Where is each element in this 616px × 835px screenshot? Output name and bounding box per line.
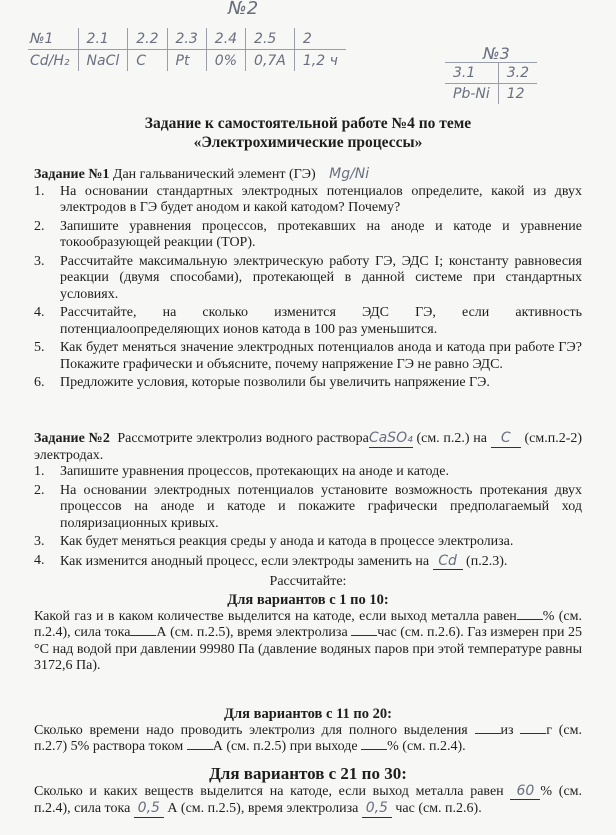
title-line-2: «Электрохимические процессы» — [193, 134, 423, 151]
handwritten-n3-label: №3 — [483, 44, 510, 63]
variants-11-20-section — [34, 706, 582, 756]
blank-field — [130, 635, 156, 636]
variants-1-10-heading: Для вариантов с 1 по 10: — [227, 592, 389, 608]
table-cell: 2.1 — [78, 28, 128, 50]
table-cell: 3.1 — [445, 63, 498, 84]
task-2-intro-b: (см. п.2.) на — [416, 431, 487, 446]
table-cell: 0,7A — [246, 50, 295, 72]
list-item — [34, 254, 582, 304]
blank-field — [351, 635, 377, 636]
list-item — [34, 340, 582, 373]
list-item — [34, 184, 582, 217]
item-number: 3. — [34, 253, 45, 269]
variants-11-20-heading: Для вариантов с 11 по 20: — [224, 706, 392, 722]
table-cell: 2.5 — [246, 28, 295, 50]
table-cell: 3.2 — [498, 63, 537, 84]
blank-field — [475, 733, 501, 734]
item-number: 1. — [34, 183, 45, 199]
text-part: А (см. п.2.5) при выходе — [212, 739, 358, 754]
list-item — [34, 534, 582, 551]
item-text: Как изменится анодный процесс, если электроды заменить на — [60, 553, 430, 569]
text-part: % (см. п.2.4), сила тока — [34, 608, 582, 640]
electrode-fill: C — [491, 430, 521, 448]
blank-field — [187, 749, 213, 750]
text-part: А (см. п.2.5), время электролиза — [156, 625, 348, 640]
handwritten-n3-table — [445, 62, 537, 104]
handwritten-variant-table — [28, 28, 346, 71]
item-text: Запишите уравнения процессов, протекающих на аноде и катоде. — [60, 464, 449, 479]
item-number: 2. — [34, 482, 45, 498]
text-part: из — [500, 722, 514, 738]
item-text: Рассчитайте максимальную электрическую работу ГЭ, ЭДС I; константу равновесия реакции (двумя способами), протекающей в данной системе при стандартных условиях. — [60, 253, 582, 302]
item-number: 1. — [34, 464, 45, 479]
text-part: час (см. п.2.6). Газ измерен при 25 °С над водой при давлении 99980 Па (давление водяных паров при этой температуре равны 3172,6 Па). — [34, 625, 583, 673]
list-item — [34, 553, 582, 571]
blank-field — [361, 749, 387, 750]
task-1-heading-line — [34, 166, 582, 184]
item-number: 5. — [34, 340, 45, 355]
task-2-intro: Рассмотрите электролиз водного раствора — [117, 431, 369, 446]
table-cell: 2 — [294, 28, 346, 50]
table-cell: C — [128, 50, 167, 72]
table-row — [28, 28, 346, 50]
table-cell: Pt — [167, 50, 206, 72]
table-cell: 12 — [498, 84, 537, 105]
current-fill: 0,5 — [134, 800, 164, 818]
variants-1-10-text — [34, 609, 582, 675]
table-cell: 0% — [206, 50, 245, 72]
list-item — [34, 305, 582, 338]
task-1-section — [34, 166, 582, 394]
calc-heading: Рассчитайте: — [269, 574, 347, 589]
text-part: А (см. п.2.5), время электролиза — [167, 801, 359, 816]
text-part: % (см. п.2.4), сила тока — [34, 783, 583, 816]
variants-21-30-text — [34, 783, 582, 818]
list-item — [34, 375, 582, 392]
table-cell: 2.3 — [167, 28, 206, 50]
task-2-heading: Задание №2 — [34, 431, 110, 446]
text-part: % (см. п.2.4). — [387, 739, 466, 754]
variants-21-30-section — [34, 766, 582, 818]
text-part: Сколько и каких веществ выделится на катоде, если выход металла равен — [34, 783, 504, 799]
item-text: На основании стандартных электродных потенциалов определите, какой из двух электродов в ГЭ будет анодом и какой катодом? Почему? — [60, 183, 582, 215]
time-fill: 0,5 — [362, 800, 392, 818]
table-cell: №1 — [28, 28, 78, 50]
solution-fill: CaSO₄ — [368, 430, 413, 446]
task-2-heading-line — [34, 430, 582, 464]
blank-field — [520, 733, 546, 734]
item-number: 6. — [34, 375, 45, 390]
item-text-end: (п.2.3). — [466, 553, 508, 569]
item-text: Предложите условия, которые позволили бы увеличить напряжение ГЭ. — [60, 375, 490, 390]
task-2-section — [34, 430, 582, 572]
item-text: Запишите уравнения процессов, протекавших на аноде и катоде и уравнение токообразующей реакции (ТОР). — [60, 218, 582, 250]
text-part: Какой газ и в каком количестве выделится на катоде, если выход металла равен — [34, 608, 517, 624]
variants-21-30-heading: Для вариантов с 21 по 30: — [209, 764, 407, 783]
item-text: На основании электродных потенциалов установите возможность протекания двух процессов на аноде и катоде и покажите графически предполагаемый ход поляризационных кривых. — [60, 482, 582, 531]
task-1-intro: Дан гальванический элемент (ГЭ) — [112, 167, 316, 182]
item-number: 3. — [34, 534, 45, 549]
text-part: час (см. п.2.6). — [395, 801, 482, 816]
handwritten-n2-label: №2 — [228, 0, 259, 19]
variants-11-20-text — [34, 723, 582, 756]
item-text: Рассчитайте, на сколько изменится ЭДС ГЭ, если активность потенциалоопределяющих ионов катода в 100 раз уменьшится. — [60, 305, 582, 337]
task-1-heading: Задание №1 — [34, 167, 110, 182]
table-cell: Cd/H₂ — [30, 52, 70, 69]
table-row — [445, 84, 537, 105]
table-cell: 2.2 — [128, 28, 167, 50]
list-item — [34, 483, 582, 533]
text-part: г (см. п.2.7) 5% раствора током — [34, 722, 583, 754]
text-part: Сколько времени надо проводить электролиз для полного выделения — [34, 722, 468, 738]
variants-1-10-section — [34, 592, 582, 675]
item-text: Как будет меняться реакция среды у анода и катода в процессе электролиза. — [60, 534, 514, 549]
page-title — [0, 114, 616, 152]
table-cell: Pb-Ni — [453, 86, 490, 102]
task-1-element: Mg/Ni — [329, 166, 370, 182]
blank-field — [517, 619, 543, 620]
title-line-1: Задание к самостоятельной работе №4 по теме — [144, 115, 472, 132]
list-item — [34, 464, 582, 481]
table-row — [445, 63, 537, 84]
table-cell: NaCl — [78, 50, 128, 72]
replacement-electrode-fill: Cd — [433, 553, 463, 571]
table-cell: 1,2 ч — [294, 50, 346, 72]
yield-fill: 60 — [510, 783, 540, 801]
list-item — [34, 219, 582, 252]
task-2-intro-c: (см.п.2-2) электродах. — [34, 431, 583, 463]
item-text: Как будет меняться значение электродных потенциалов анода и катода при работе ГЭ? Покажите графически и объясните, почему напряжение ГЭ не равно ЭДС. — [60, 340, 582, 372]
table-cell: 2.4 — [206, 28, 245, 50]
item-number: 4. — [34, 305, 45, 320]
item-number: 4. — [34, 552, 45, 568]
table-row — [28, 50, 346, 72]
item-number: 2. — [34, 218, 45, 234]
